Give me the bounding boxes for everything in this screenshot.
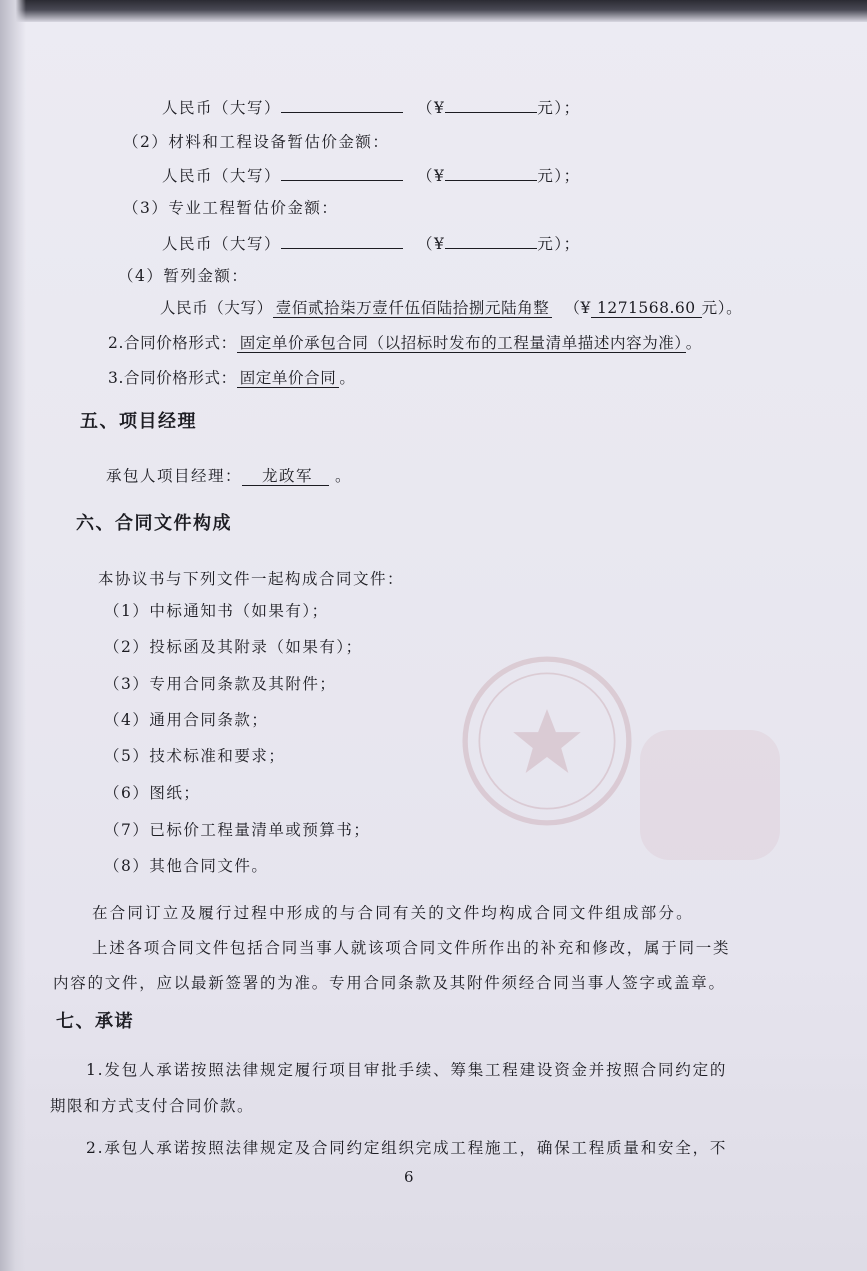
contract-document-item: （5）技术标准和要求； xyxy=(104,747,286,765)
rmb-label: 人民币（大写） xyxy=(162,235,282,253)
contract-form-value: 固定单价承包合同（以招标时发布的工程量清单描述内容为准） xyxy=(237,334,686,353)
yen-label: （¥ xyxy=(564,299,591,317)
page-left-edge xyxy=(0,0,26,1271)
contract-documents-intro: 本协议书与下列文件一起构成合同文件： xyxy=(98,570,405,588)
contract-document-item: （4）通用合同条款； xyxy=(104,711,269,729)
amount-words-filled: 壹佰贰拾柒万壹仟伍佰陆拾捌元陆角整 xyxy=(273,299,553,318)
amount-number-filled: 1271568.60 xyxy=(591,299,702,318)
contract-documents-paragraph-2-line-2: 内容的文件，应以最新签署的为准。专用合同条款及其附件须经合同当事人签字或盖章。 xyxy=(53,974,726,992)
amount-number-blank xyxy=(445,232,537,249)
commitment-2-line-1: 2.承包人承诺按照法律规定及合同约定组织完成工程施工，确保工程质量和安全，不 xyxy=(86,1139,728,1157)
price-item-4-label: （4）暂列金额： xyxy=(118,267,249,285)
contract-document-item: （6）图纸； xyxy=(104,784,201,802)
yen-label: （¥ xyxy=(417,235,446,253)
contract-documents-paragraph-2-line-1: 上述各项合同文件包括合同当事人就该项合同文件所作出的补充和修改，属于同一类 xyxy=(92,939,731,957)
amount-words-blank xyxy=(281,232,403,249)
period: 。 xyxy=(685,334,702,352)
section-5-heading: 五、项目经理 xyxy=(80,411,197,432)
faint-stamp-shadow xyxy=(640,730,780,860)
commitment-1-line-2: 期限和方式支付合同价款。 xyxy=(50,1097,255,1115)
contract-form-label: 2.合同价格形式： xyxy=(108,334,237,352)
amount-words-blank xyxy=(281,164,403,181)
price-row-4 xyxy=(160,298,742,318)
period: 。 xyxy=(335,467,353,485)
amount-number-blank xyxy=(445,96,537,113)
yuan-label: 元）； xyxy=(537,99,581,117)
faint-seal-watermark xyxy=(458,652,636,830)
rmb-label: 人民币（大写） xyxy=(160,299,273,317)
amount-words-blank xyxy=(281,96,403,113)
contract-document-item: （1）中标通知书（如果有）； xyxy=(104,602,329,620)
contract-form-label: 3.合同价格形式： xyxy=(108,369,237,387)
commitment-1-line-1: 1.发包人承诺按照法律规定履行项目审批手续、筹集工程建设资金并按照合同约定的 xyxy=(86,1061,728,1079)
price-row-3 xyxy=(162,232,581,254)
rmb-label: 人民币（大写） xyxy=(162,167,282,185)
page-top-edge xyxy=(0,0,867,22)
price-item-2-label: （2）材料和工程设备暂估价金额： xyxy=(123,133,390,151)
contract-document-item: （7）已标价工程量清单或预算书； xyxy=(104,821,371,839)
yuan-label: 元）； xyxy=(537,167,581,185)
project-manager-label: 承包人项目经理： xyxy=(106,467,243,485)
contract-form-value: 固定单价合同 xyxy=(237,369,340,388)
page-number: 6 xyxy=(404,1168,414,1186)
contract-form-item-2 xyxy=(108,333,702,353)
section-6-heading: 六、合同文件构成 xyxy=(76,513,232,534)
yuan-label: 元）； xyxy=(537,235,581,253)
yuan-label: 元）。 xyxy=(701,299,743,317)
price-row-2 xyxy=(162,164,581,186)
project-manager-line xyxy=(106,466,352,486)
rmb-label: 人民币（大写） xyxy=(162,99,282,117)
contract-documents-paragraph-1: 在合同订立及履行过程中形成的与合同有关的文件均构成合同文件组成部分。 xyxy=(92,904,694,922)
yen-label: （¥ xyxy=(417,99,446,117)
price-row-1 xyxy=(162,96,581,118)
yen-label: （¥ xyxy=(417,167,446,185)
section-7-heading: 七、承诺 xyxy=(56,1011,134,1032)
period: 。 xyxy=(339,369,356,387)
project-manager-name: 龙政军 xyxy=(242,467,329,486)
amount-number-blank xyxy=(445,164,537,181)
contract-document-item: （3）专用合同条款及其附件； xyxy=(104,675,337,693)
price-item-3-label: （3）专业工程暂估价金额： xyxy=(123,199,339,217)
contract-document-item: （2）投标函及其附录（如果有）； xyxy=(104,638,363,656)
contract-document-item: （8）其他合同文件。 xyxy=(104,857,269,875)
contract-form-item-3 xyxy=(108,368,355,388)
